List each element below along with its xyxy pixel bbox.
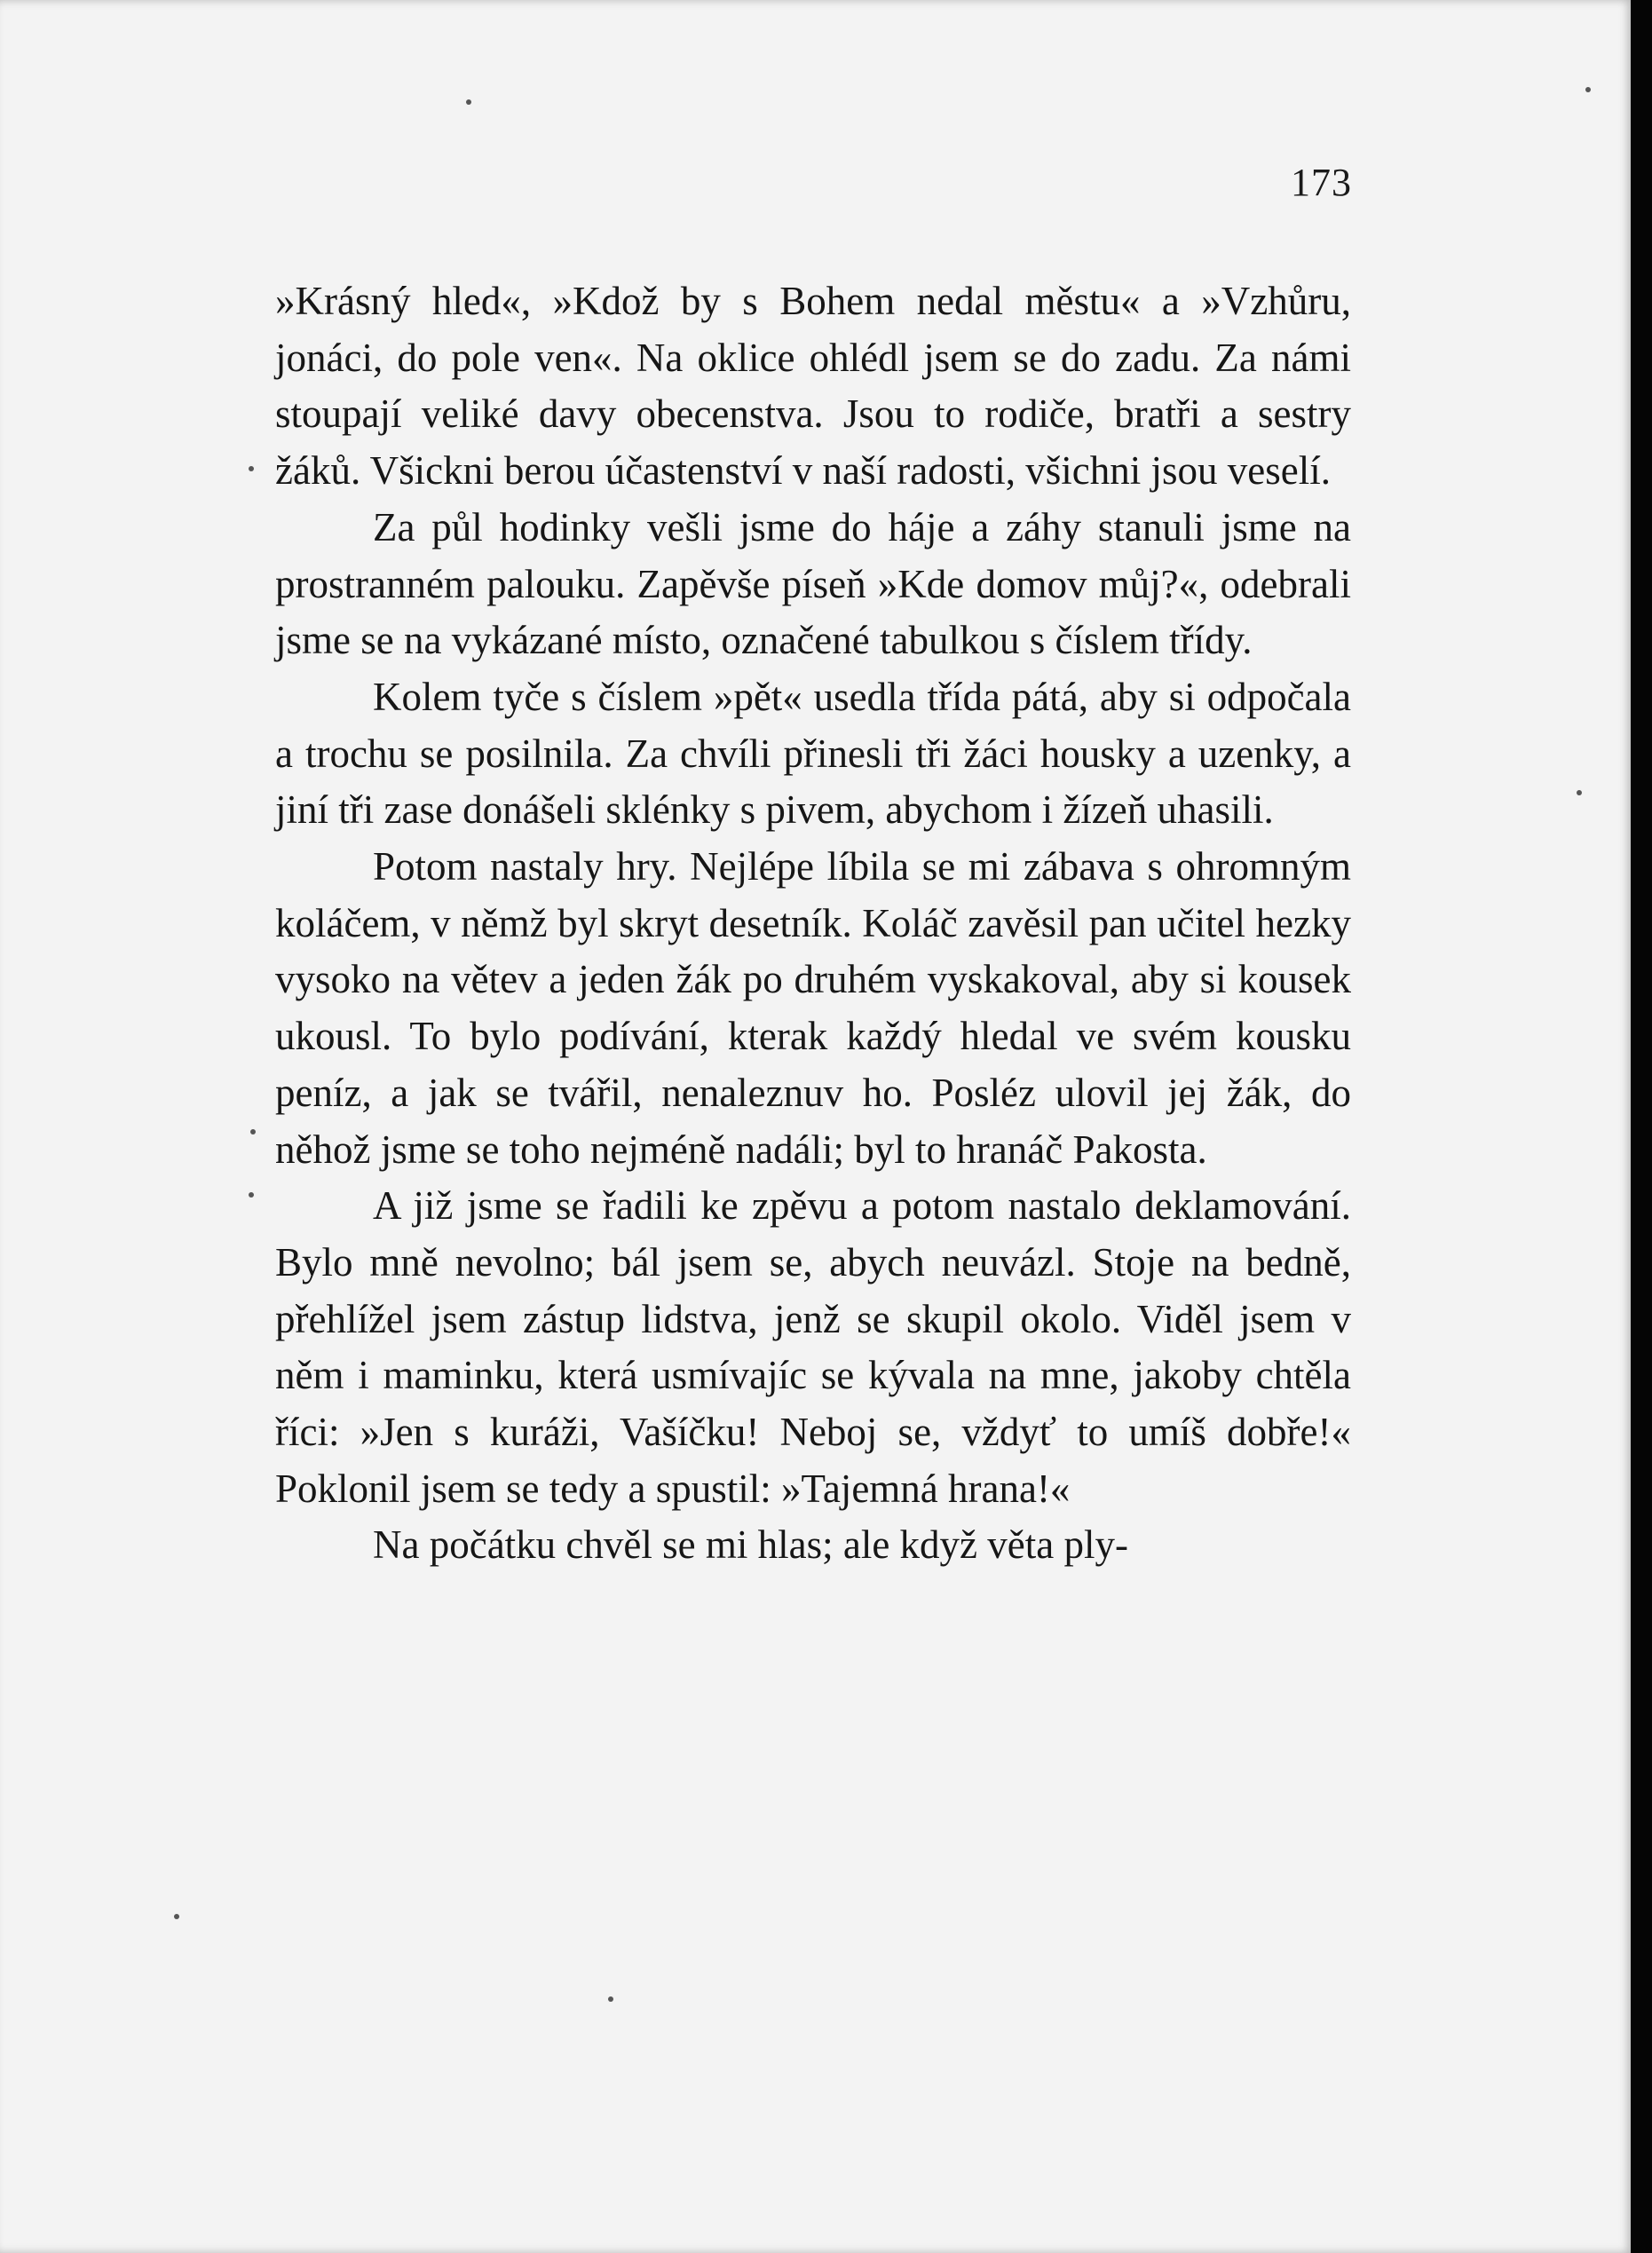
- paper-speck: [466, 99, 471, 105]
- paragraph: Potom nastaly hry. Nejlépe líbila se mi zábava s ohromným koláčem, v němž byl skryt desetník. Koláč zavěsil pan učitel hezky vysoko na větev a jeden žák po druhém vyskakoval, aby si kousek ukousl. To bylo podívání, kterak každý hledal ve svém kousku peníz, a jak se tvářil, nenaleznuv ho. Posléz ulovil jej žák, do něhož jsme se toho nejméně nadáli; byl to hranáč Pakosta.: [275, 844, 1351, 1172]
- paper-speck: [1585, 87, 1591, 92]
- paper-speck: [1577, 790, 1582, 795]
- page-number: 173: [1291, 161, 1352, 204]
- paragraph: Na počátku chvěl se mi hlas; ale když věta ply-: [373, 1522, 1128, 1568]
- paper-speck: [608, 1996, 613, 2002]
- paper-speck: [174, 1914, 179, 1919]
- body-text: [275, 273, 1351, 1574]
- paper-speck: [249, 1192, 254, 1198]
- paper-speck: [250, 1129, 256, 1134]
- scan-edge: [1631, 0, 1652, 2253]
- paper-speck: [249, 466, 254, 471]
- paragraph: »Krásný hled«, »Kdož by s Bohem nedal městu« a »Vzhůru, jonáci, do pole ven«. Na oklice ohlédl jsem se do zadu. Za námi stoupají veliké davy obecenstva. Jsou to rodiče, bratři a sestry žáků. Všickni berou účastenství v naší radosti, všichni jsou veselí.: [275, 279, 1351, 494]
- paragraph: Kolem tyče s číslem »pět« usedla třída pátá, aby si odpočala a trochu se posilnila. Za chvíli přinesli tři žáci housky a uzenky, a jiní tři zase donášeli sklénky s pivem, abychom i žízeň uhasili.: [275, 674, 1351, 833]
- paragraph: Za půl hodinky vešli jsme do háje a záhy stanuli jsme na prostranném palouku. Zapěvše píseň »Kde domov můj?«, odebrali jsme se na vykázané místo, označené tabulkou s číslem třídy.: [275, 504, 1351, 663]
- paragraph: A již jsme se řadili ke zpěvu a potom nastalo deklamování. Bylo mně nevolno; bál jsem se, abych neuvázl. Stoje na bedně, přehlížel jsem zástup lidstva, jenž se skupil okolo. Viděl jsem v něm i maminku, která usmívajíc se kývala na mne, jakoby chtěla říci: »Jen s kuráži, Vašíčku! Neboj se, vždyť to umíš dobře!« Poklonil jsem se tedy a spustil: »Tajemná hrana!«: [275, 1183, 1351, 1511]
